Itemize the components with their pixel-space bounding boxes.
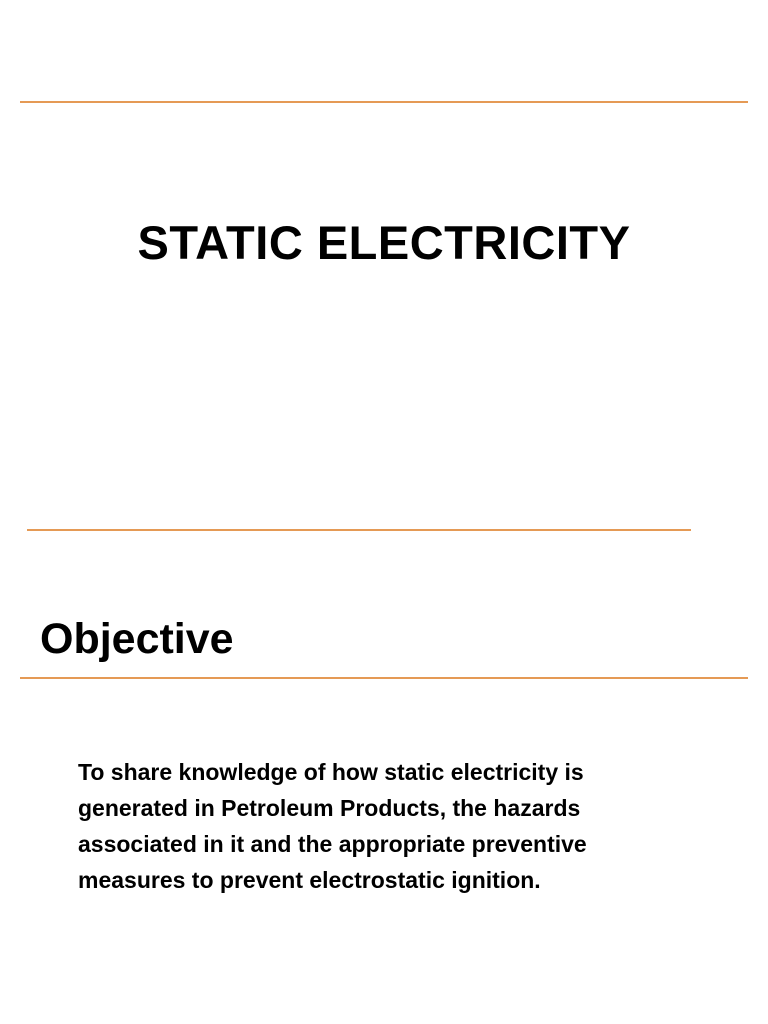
objective-body-text: To share knowledge of how static electricity is generated in Petroleum Products, the hazards associated in it and the appropriate preventive measures to prevent electrostatic ignition. xyxy=(78,759,587,893)
slide-separator xyxy=(27,529,691,531)
objective-divider xyxy=(20,677,748,679)
objective-heading: Objective xyxy=(40,615,234,663)
top-divider xyxy=(20,101,748,103)
slide-title: STATIC ELECTRICITY xyxy=(137,216,631,269)
